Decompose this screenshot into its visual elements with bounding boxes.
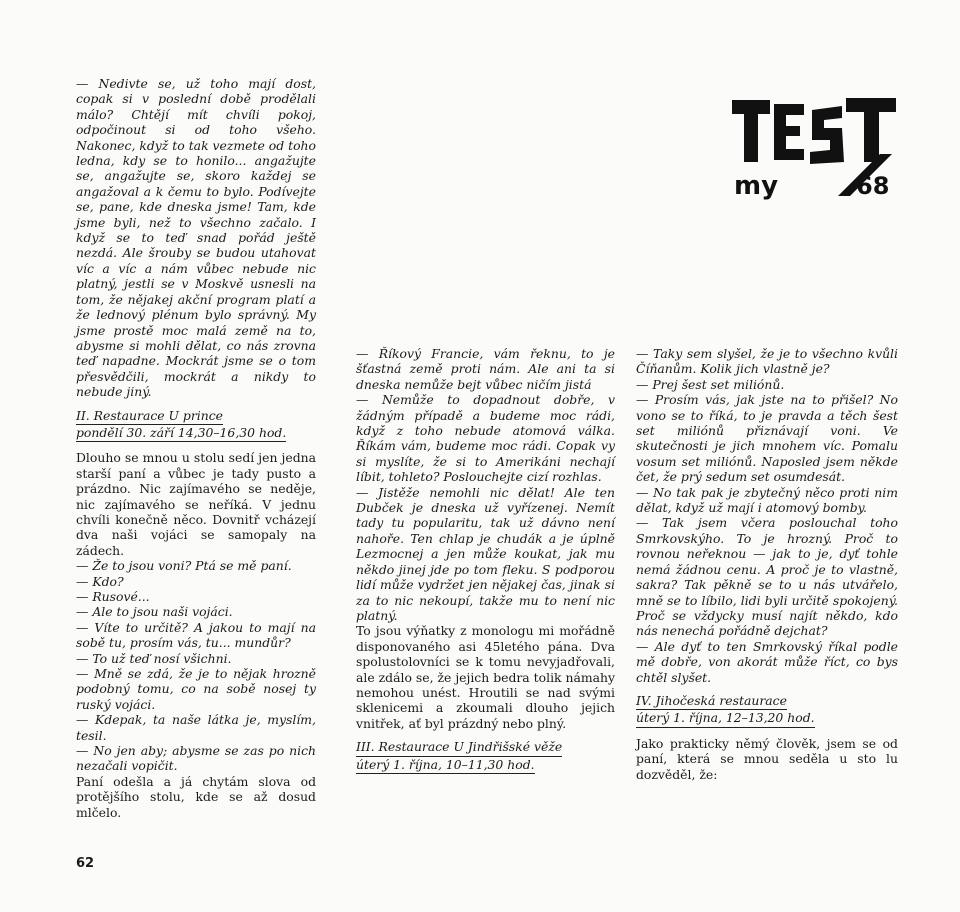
dialog-line: — To už teď nosí všichni. [76, 650, 232, 666]
dialog-line: — Mně se zdá, že je to nějak hrozně podobný tomu, co na sobě nosej ty ruský vojáci. [76, 666, 316, 712]
test-68-logo-graphic [730, 92, 902, 200]
column2-paragraph: — Nemůže to dopadnout dobře, v žádným případě a budeme moc rádi, když z toho nebude atomová válka. Říkám vám, budeme moc rádi. Copak vy si myslíte, že si to Amerikáni nechají líbit, tohleto? Poslouchejte cizí rozhlas. [356, 392, 615, 485]
section-heading-3-title: III. Restaurace U Jindřišské věže [356, 739, 562, 756]
logo-subword: my [734, 171, 779, 200]
column1-closing: Paní odešla a já chytám slova od protějšího stolu, kde se až dosud mlčelo. [76, 773, 316, 820]
dialog-line: — No jen aby; abysme se zas po nich nezačali vopičit. [76, 743, 316, 774]
section-heading-2-title: II. Restaurace U prince [76, 408, 223, 425]
column-2 [356, 346, 615, 774]
dialog-line: — Víte to určitě? A jakou to mají na sobě tu, prosím vás, tu... mundůr? [76, 619, 316, 651]
dialog-line: — Kdo? [76, 573, 124, 589]
dialog-line: — Kdepak, ta naše látka je, myslím, tesil. [76, 712, 316, 743]
column1-monologue: — Nedivte se, už toho mají dost, copak si v poslední době prodělali málo? Chtějí mít chvíli pokoj, odpočinout si od toho všeho. Nakonec, když to tak vezmete od toho ledna, kdy se to honilo... angažujte se, angažujte se, skoro každej se angažoval a k čemu to bylo. Podívejte se, pane, kde dneska jsme! Tam, kde jsme byli, než to všechno začalo. I když se to teď snad pořád ještě nezdá. Ale šrouby se budou utahovat víc a víc a nám vůbec nebude nic platný, jestli se v Moskvě usnesli na tom, že nějakej akční program platí a že lednový plénum bylo správný. My jsme prostě moc malá země na to, abysme si mohli dělat, co nás zrovna teď napadne. Mockrát jsme se o tom přesvědčili, mockrát a nikdy to nebude jiný. [76, 76, 316, 400]
column-3 [636, 346, 898, 782]
column3-paragraph: — Taky sem slyšel, že je to všechno kvůli Číňanům. Kolik jich vlastně je? [636, 346, 898, 377]
column3-narrative: Jako prakticky němý člověk, jsem se od paní, která se mnou seděla u sto lu dozvěděl, že: [636, 735, 898, 782]
dialog-line: — Rusové... [76, 589, 150, 604]
column2-narrative: To jsou výňatky z monologu mi mořádně disponovaného asi 45letého pána. Dva spolustolovníci se k tomu nevyjadřovali, ale zdálo se, že jejich bedra tolik námahy nemohou unést. Hroutili se nad svými sklenicemi a zkoumali dlouho jejich vnitřek, ať byl prázdný nebo plný. [356, 623, 615, 731]
section-heading-4-time: úterý 1. října, 12–13,20 hod. [636, 710, 815, 727]
column-1 [76, 76, 316, 820]
column2-paragraph: — Jistěže nemohli nic dělat! Ale ten Dubček je dneska už vyřízenej. Nemít tady tu popularitu, tak už dávno není nahoře. Ten chlap je chudák a je úplně Lezmocnej a jen může koukat, jak mu někdo jinej jde po tom fleku. S podporou lidí může vydržet jen nějakej čas, jinak si za to nic nekoupí, takže mu to není nic platný. [356, 484, 615, 623]
page-number: 62 [76, 856, 95, 871]
column3-paragraph: — Tak jsem včera poslouchal toho Smrkovskýho. To je hrozný. Proč to rovnou neřeknou — jak to je, dyť tohle nemá žádnou cenu. A proč je to vlastně, sakra? Tak pěkně se to u nás utvářelo, mně se to líbilo, lidi byli určitě spokojený. Proč se vždycky musí najít někdo, kdo nás nenechá pořádně dejchat? [636, 515, 898, 639]
column3-paragraph: — Ale dyť to ten Smrkovský říkal podle mě dobře, von akorát může říct, co bys chtěl slyšet. [636, 638, 898, 685]
column3-paragraph: — Prej šest set miliónů. [636, 376, 785, 392]
column3-paragraph: — Prosím vás, jak jste na to přišel? No vono se to říká, to je pravda a těch šest set miliónů přiznávají voni. Ve skutečnosti je jich mnohem víc. Pomalu vosum set miliónů. Naposled jsem někde čet, že prý sedum set osumdesát. [636, 392, 898, 485]
logo-number: 68 [856, 172, 890, 200]
section-heading-3-time: úterý 1. října, 10–11,30 hod. [356, 757, 535, 774]
test-logo [730, 92, 902, 200]
dialog-line: — Že to jsou voni? Ptá se mě paní. [76, 558, 292, 574]
column3-paragraph: — No tak pak je zbytečný něco proti nim dělat, když už mají i atomový bomby. [636, 484, 898, 516]
section-heading-4-title: IV. Jihočeská restaurace [636, 693, 787, 710]
section-heading-2-time: pondělí 30. září 14,30–16,30 hod. [76, 425, 286, 442]
column1-narrative: Dlouho se mnou u stolu sedí jen jedna starší paní a vůbec je tady pusto a prázdno. Nic zajímavého se neděje, nic zajímavého se neříká. V jednu chvíli konečně něco. Dovnitř vcházejí dva naši vojáci se samopaly na zádech. [76, 450, 316, 558]
column2-paragraph: — Říkový Francie, vám řeknu, to je šťastná země proti nám. Ale ani ta si dneska nemůže bejt vůbec ničím jistá [356, 346, 615, 392]
dialog-line: — Ale to jsou naši vojáci. [76, 604, 233, 620]
